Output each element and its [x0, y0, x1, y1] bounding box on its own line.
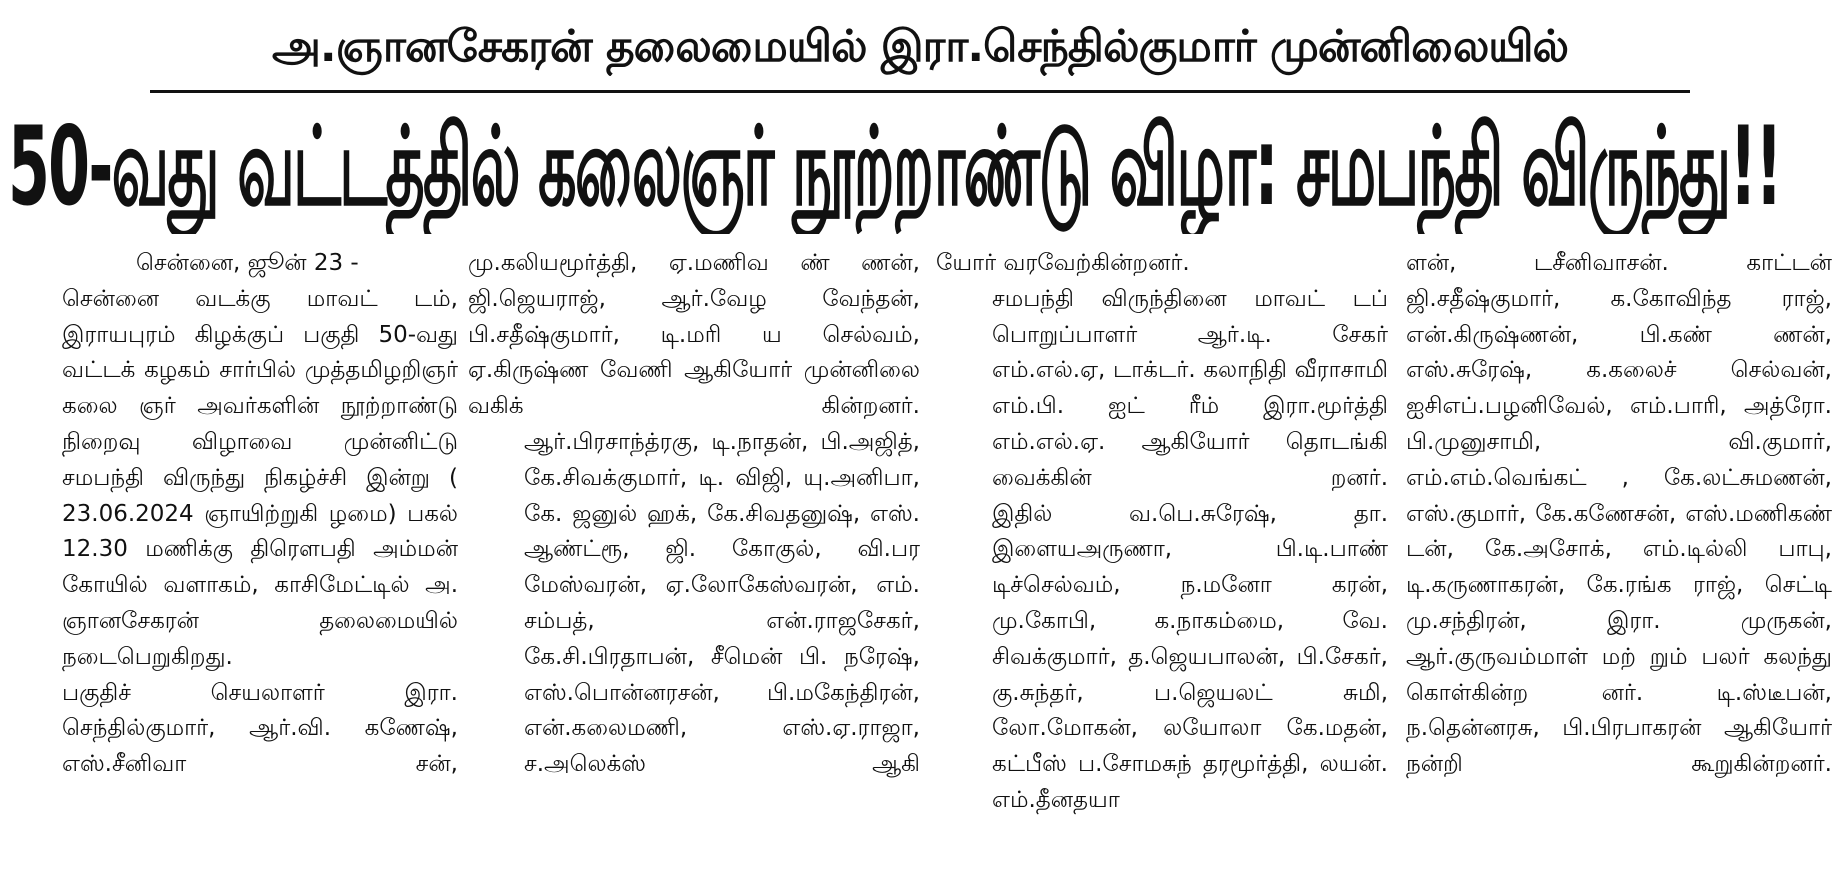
column-1	[6, 246, 458, 882]
paragraph: சென்னை வடக்கு மாவட் டம், இராயபுரம் கிழக்குப் பகுதி 50-வது வட்டக் கழகம் சார்பில் முத்தமிழறிஞர் கலை ஞர் அவர்களின் நூற்றாண்டு நிறைவு விழாவை முன்னிட்டு சமபந்தி விருந்து நிகழ்ச்சி இன்று ( 23.06.2024 ஞாயிற்றுகி ழமை) பகல் 12.30 மணிக்கு திரௌபதி அம்மன் கோயில் வளாகம், காசிமேட்டில் அ. ஞானசேகரன் தலைமையில் நடைபெறுகிறது.	[62, 285, 458, 670]
paragraph: பகுதிச் செயலாளர் இரா. செந்தில்குமார், ஆர்.வி. கணேஷ், எஸ்.சீனிவா சன்,	[62, 679, 458, 778]
column-3	[936, 246, 1388, 882]
column-4	[1406, 246, 1832, 882]
paragraph: மு.கலியமூர்த்தி, ஏ.மணிவ ண் ணன், ஜி.ஜெயராஜ், ஆர்.வேழ வேந்தன், பி.சதீஷ்குமார், டி.மரி ய செல்வம், ஏ.கிருஷ்ண வேணி ஆகியோர் முன்னிலை வகிக் கின்றனர்.	[468, 250, 920, 420]
headline-text: 50-வது வட்டத்தில் கலைஞர் நூற்றாண்டு விழா: சமபந்தி விருந்து!!	[8, 103, 1781, 231]
column-2	[468, 246, 920, 882]
paragraph: யோர் வரவேற்கின்றனர்.	[936, 250, 1190, 276]
article-body	[6, 246, 1832, 882]
paragraph: இதில் வ.பெ.சுரேஷ், தா. இளையஅருணா, பி.டி.பாண் டிச்செல்வம், ந.மனோ கரன், மு.கோபி, க.நாகம்மை, வே. சிவக்குமார், த.ஜெயபாலன், பி.சேகர், கு.சுந்தர், ப.ஜெயலட் சுமி, லோ.மோகன், லயோலா கே.மதன், கட்பீஸ் ப.சோமசுந் தரமூர்த்தி, லயன். எம்.தீனதயா	[992, 500, 1388, 813]
kicker-divider	[150, 90, 1690, 93]
dateline: சென்னை, ஜூன் 23 -	[136, 250, 359, 276]
paragraph: ஆர்.பிரசாந்த்ரகு, டி.நாதன், பி.அஜித், கே.சிவக்குமார், டி. விஜி, யு.அனிபா, கே. ஜனுல் ஹக், கே.சிவதனுஷ், எஸ். ஆண்ட்ரூ, ஜி. கோகுல், வி.பர மேஸ்வரன், ஏ.லோகேஸ்வரன், எம். சம்பத், என்.ராஜசேகர், கே.சி.பிரதாபன், சீமென் பி. நரேஷ், எஸ்.பொன்னரசன், பி.மகேந்திரன், என்.கலைமணி, எஸ்.ஏ.ராஜா, ச.அலெக்ஸ் ஆகி	[524, 428, 920, 778]
headline	[8, 100, 1830, 234]
paragraph: சமபந்தி விருந்தினை மாவட் டப் பொறுப்பாளர் ஆர்.டி. சேகர் எம்.எல்.ஏ, டாக்டர். கலாநிதி வீராசாமி எம்.பி. ஐட் ரீம் இரா.மூர்த்தி எம்.எல்.ஏ. ஆகியோர் தொடங்கி வைக்கின் றனர்.	[992, 285, 1388, 491]
kicker-line: அ.ஞானசேகரன் தலைமையில் இரா.செந்தில்குமார் முன்னிலையில்	[271, 21, 1569, 72]
paragraph: ளன், டசீனிவாசன். காட்டன் ஜி.சதீஷ்குமார், க.கோவிந்த ராஜ், என்.கிருஷ்ணன், பி.கண் ணன், எஸ்.சுரேஷ், க.கலைச் செல்வன், ஐசிஎப்.பழனிவேல், எம்.பாரி, அத்ரோ. பி.முனுசாமி, வி.குமார், எம்.எம்.வெங்கட் , கே.லட்சுமணன், எஸ்.குமார், கே.கணேசன், எஸ்.மணிகண் டன், கே.அசோக், எம்.டில்லி பாபு, டி.கருணாகரன், கே.ரங்க ராஜ், செட்டி மு.சந்திரன், இரா. முருகன், ஆர்.குருவம்மாள் மற் றும் பலர் கலந்து கொள்கின்ற னர். டி.ஸ்டீபன், ந.தென்னரசு, பி.பிரபாகரன் ஆகியோர் நன்றி கூறுகின்றனர்.	[1406, 250, 1832, 778]
